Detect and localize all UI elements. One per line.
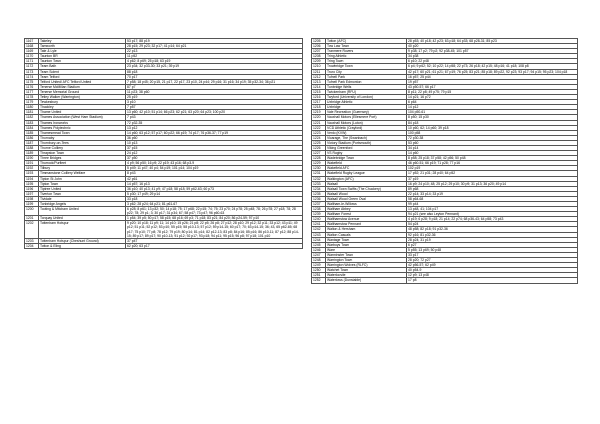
row-number: 1184 xyxy=(25,125,39,130)
index-row xyxy=(312,278,578,283)
ground-name: Walsall Wood xyxy=(326,191,407,196)
ground-name: Tate & Lyle xyxy=(39,49,126,54)
ground-name: Thurrock/Purfleet xyxy=(39,161,126,166)
ground-name: Warrington Town xyxy=(326,258,407,263)
ground-name: Wakefield AFC xyxy=(326,166,407,171)
ground-name: Tottenham Hotspur xyxy=(39,221,126,238)
row-number: 1246 xyxy=(312,247,326,252)
ground-name: Uxbridge xyxy=(326,105,407,110)
row-number: 1186 xyxy=(25,135,39,140)
row-number: 1187 xyxy=(25,140,39,145)
page-references: 4 p62; 8 p69; 25 p18; 63 p19 xyxy=(126,59,303,64)
ground-name: Vicarage, The (Swanbach) xyxy=(326,135,407,140)
row-number: 1250 xyxy=(312,268,326,273)
row-number: 1208 xyxy=(312,54,326,59)
page-references: 37 p19 xyxy=(407,176,578,181)
row-number: 1247 xyxy=(312,252,326,257)
ground-name: VCD Athletic (Crayford) xyxy=(326,125,407,130)
ground-name: Thackley xyxy=(39,105,126,110)
ground-name: Truro City xyxy=(326,69,407,74)
row-number: 1220 xyxy=(312,115,326,120)
row-number: 1191 xyxy=(25,161,39,166)
ground-name: Tilbury xyxy=(39,166,126,171)
row-number: 1178 xyxy=(25,95,39,100)
row-number: 1226 xyxy=(312,145,326,150)
page-references: 53 p60 xyxy=(407,140,578,145)
page-references: 92 p16; 81 p32-36 xyxy=(407,232,578,237)
page-references: 34 p38 xyxy=(407,54,578,59)
row-number: 1176 xyxy=(25,84,39,89)
row-number: 1194 xyxy=(25,176,39,181)
index-row xyxy=(25,207,303,216)
ground-name: Tewkesbury xyxy=(39,100,126,105)
page-references: 17 p52; 21 p31; 28 p40; 64 p52 xyxy=(407,171,578,176)
page-references: 14 p60; 63 p12; 57 p17; 60 p22; 66 p19; 74 p17; 76 p36-37; 77 p19 xyxy=(126,130,303,135)
page-references: 16 p57; 25 p44 xyxy=(407,74,578,79)
page-references: 58 p64-68 xyxy=(407,196,578,201)
row-number: 1182 xyxy=(25,115,39,120)
page-references: 13 p60; 42 p10; 51 p14; 66 p23; 62 p21; 63 p20; 64 p23; 100 p20 xyxy=(126,110,303,115)
row-number: 1171 xyxy=(25,59,39,64)
page-references: 94 p21 (see also Leyton Pennant) xyxy=(407,212,578,217)
row-number: 1189 xyxy=(25,151,39,156)
ground-name: Warminster Town xyxy=(326,252,407,257)
row-number: 1190 xyxy=(25,156,39,161)
ground-name: Tring Athletic xyxy=(326,54,407,59)
row-number: 1233 xyxy=(312,181,326,186)
ground-name: Team Solent xyxy=(39,69,126,74)
page-references: 10 p60, 62; 14 p60; 39 p18 xyxy=(407,125,578,130)
page-references: 28 p20; 72 p27 xyxy=(407,258,578,263)
ground-name: VS Rugby xyxy=(326,151,407,156)
page-references: 34 p14 xyxy=(407,145,578,150)
page-references: 33 p17 xyxy=(407,252,578,257)
row-number: 1195 xyxy=(25,181,39,186)
ground-name: Tow Law Town xyxy=(326,44,407,49)
row-number: 1197 xyxy=(25,191,39,196)
row-number: 1207 xyxy=(312,49,326,54)
page-references: 43 p50-57; 66 p17 xyxy=(407,84,578,89)
row-number: 1172 xyxy=(25,64,39,69)
page-references: 17 p8 xyxy=(407,278,578,283)
ground-name: Waterloovile xyxy=(326,273,407,278)
page-references: 22 p14; 33 p14; 33 p19 xyxy=(407,191,578,196)
page-references: 22 p13 xyxy=(126,49,303,54)
ground-name: Twyford (University of London) xyxy=(326,95,407,100)
ground-name: Twickenham (RFU) xyxy=(326,89,407,94)
page-references: 5 p30; 17 p49; 29 p14 xyxy=(126,191,303,196)
ground-name: Tufnell Park Edmonton xyxy=(326,79,407,84)
page-references: 37 p47 xyxy=(126,238,303,243)
ground-name: Team Bath xyxy=(39,64,126,69)
row-number: 1183 xyxy=(25,120,39,125)
page-references: 25 p19 xyxy=(126,95,303,100)
row-number: 1231 xyxy=(312,171,326,176)
ground-name: Thames Ironworks xyxy=(39,120,126,125)
ground-name: Team Telford xyxy=(39,74,126,79)
page-references: 4 p9; 56 p50; 16 p9; 22 p19; 43 p16; 68 p3-9 xyxy=(126,161,303,166)
row-number: 1167 xyxy=(25,39,39,44)
row-number: 1217 xyxy=(312,100,326,105)
ground-name: Walkington (AFC) xyxy=(326,176,407,181)
page-references: 104 p50-61 xyxy=(407,110,578,115)
page-references: 14 p21; 16 p72 xyxy=(407,95,578,100)
page-references: 12 p9; 13 p48 xyxy=(407,273,578,278)
row-number: 1203 xyxy=(25,238,39,243)
ground-name: Taunton BR xyxy=(39,54,126,59)
row-number: 1193 xyxy=(25,171,39,176)
index-table-left xyxy=(24,38,303,249)
page-references: 4 p19; 6 p28; 9 p18; 21 p14; 22 p74; 68 p36-43; 64 p58; 73 p43 xyxy=(407,217,578,222)
page-references: 8 p50; 15 p30 xyxy=(407,115,578,120)
page-references: 36 p60 xyxy=(126,135,303,140)
row-number: 1229 xyxy=(312,161,326,166)
page-references: 46 p60-51; 66 p19; 71 p28; 77 p16 xyxy=(407,161,578,166)
row-number: 1230 xyxy=(312,166,326,171)
page-references: 42 p61 xyxy=(126,176,303,181)
ground-name: Tamworth xyxy=(39,44,126,49)
ground-name: Totton (AFC) xyxy=(326,39,407,44)
ground-name: Tiverton Town xyxy=(39,191,126,196)
row-number: 1212 xyxy=(312,74,326,79)
row-number: 1227 xyxy=(312,151,326,156)
row-number: 1175 xyxy=(25,79,39,84)
page-references: 11 p52 xyxy=(126,54,303,59)
page-references: 16 p9; 24 p10; 48; 25 p12; 29 p10; 30 p9; 31 p13; 36 p20; 49 p14 xyxy=(407,181,578,186)
ground-name: Victory Stadium (Portsmouth) xyxy=(326,140,407,145)
page-references: 14 p57; 16 p13 xyxy=(126,181,303,186)
ground-name: Tonbridge Angels xyxy=(39,202,126,207)
row-number: 1200 xyxy=(25,207,39,216)
index-table-right xyxy=(311,38,578,284)
row-number: 1173 xyxy=(25,69,39,74)
row-number: 1222 xyxy=(312,125,326,130)
row-number: 1198 xyxy=(25,196,39,201)
ground-name: Walton Casuals xyxy=(326,232,407,237)
page-references: 7 p58; 18 p45; 20 p15, 21 p17, 22 p17, 23 p10, 24 p44; 29 p16; 31 p16; 34 p19; 35 p32-34; 36 p21 xyxy=(126,79,303,84)
page-references: 99 p44 xyxy=(407,202,578,207)
page-references: 23 p34; 32 p33-30; 33 p21; 39 p19 xyxy=(126,64,303,69)
ground-name: Waltham-le-Willows xyxy=(326,202,407,207)
ground-name: Thames Polytechnic xyxy=(39,125,126,130)
page-references: 10 p13 xyxy=(126,140,303,145)
ground-name: Tenerse Memorial Ground xyxy=(39,89,126,94)
page-references: 37 p50 xyxy=(126,156,303,161)
ground-name: Warrington Wolves (RLFC) xyxy=(326,263,407,268)
row-number: 1225 xyxy=(312,140,326,145)
ground-name: Thamesmead Town xyxy=(39,130,126,135)
index-row xyxy=(25,221,303,238)
row-number: 1235 xyxy=(312,191,326,196)
page-references: 36 p10; 40 p13; 41 p9; 47 p18; 58 p18; 59 p62-63; 60 p73 xyxy=(126,186,303,191)
page-references: 70 p17 xyxy=(126,74,303,79)
row-number: 1201 xyxy=(25,216,39,221)
ground-name: Ware xyxy=(326,247,407,252)
row-number: 1210 xyxy=(312,64,326,69)
row-number: 1204 xyxy=(25,243,39,248)
row-number: 1181 xyxy=(25,110,39,115)
ground-name: Tipton St John xyxy=(39,176,126,181)
row-number: 1249 xyxy=(312,263,326,268)
row-number: 1239 xyxy=(312,212,326,217)
page-references: 53 p17; 88 p19 xyxy=(126,39,303,44)
row-number: 1228 xyxy=(312,156,326,161)
row-number: 1216 xyxy=(312,95,326,100)
row-number: 1240 xyxy=(312,217,326,222)
ground-name: Tetley Walker (Warrington) xyxy=(39,95,126,100)
page-references: 8 p11; 22 p8; 49 p75; 79 p15 xyxy=(407,89,578,94)
ground-name: Warboys Town xyxy=(326,242,407,247)
page-references: 8 p58; 25 p18; 37 p58; 42 p56; 50 p48 xyxy=(407,156,578,161)
row-number: 1170 xyxy=(25,54,39,59)
ground-name: Vale Recreation (Guernsey) xyxy=(326,110,407,115)
page-references: 14 p60 xyxy=(407,151,578,156)
page-references: 40 p54-9 xyxy=(407,268,578,273)
row-number: 1206 xyxy=(312,44,326,49)
page-references: 8 p43 xyxy=(126,171,303,176)
row-number: 1241 xyxy=(312,222,326,227)
ground-name: Vauxhall Motors (Luton) xyxy=(326,120,407,125)
page-references: 9 p20; 10 p18; 11 p9; 11; 14 p10; 15 p26; 21 p8; 22 p5; 26 p8; 27 p12; 28 p10; 29 p12; 32 p11; 33 p12; 43 p11; 49 p12; 51 p11; 52 p12; 53 p10; 55 p15; 58 p10-13; 57 p12; 59 p14-15; 60 p17; 70; 63 p14-15; 36; 43, 65 p62-65; 68 p17; 75 p10; 77 p8; 78 p12; 79 p19; 80 p14; 81 p14; 82 p12-13; 83 p8; 84 p16; 85 p16; 86 p10-11; 87 p12; 88 p14-15; 89 p17; 89 p17; 90 p10-13; 91 p12; 92 p17; 93 p18; 94 p11; 95 p15; 96 p8; 97 p18; 101 p10 xyxy=(126,221,303,238)
ground-name: Thrapston Town xyxy=(39,151,126,156)
page-references: 19 p57 xyxy=(407,79,578,84)
row-number: 1180 xyxy=(25,105,39,110)
ground-name: Thornaby xyxy=(39,135,126,140)
ground-name: Wakefield xyxy=(326,161,407,166)
row-number: 1188 xyxy=(25,145,39,150)
ground-name: Wadebridge Town xyxy=(326,156,407,161)
ground-name: Thornbury-on-Tees xyxy=(39,140,126,145)
row-number: 1185 xyxy=(25,130,39,135)
ground-name: Waltham Forest xyxy=(326,212,407,217)
page-references: 7 p43 xyxy=(126,115,303,120)
row-number: 1168 xyxy=(25,44,39,49)
row-number: 1248 xyxy=(312,258,326,263)
page-references: 28 p15; 29 p23; 32 p17; 41 p14; 64 p21 xyxy=(126,44,303,49)
page-references: 3 p62; 28 p24; 64 p21; 81 p61-67 xyxy=(126,202,303,207)
page-references: 72 p32-35 xyxy=(126,120,303,125)
row-number: 1177 xyxy=(25,89,39,94)
page-references: 6 p27 xyxy=(407,242,578,247)
page-references: 54 p24 xyxy=(407,222,578,227)
row-number: 1169 xyxy=(25,49,39,54)
ground-name: Thorne Colliery xyxy=(39,145,126,150)
row-number: 1215 xyxy=(312,89,326,94)
page-references: 28 p53; 40 p18; 42 p23; 63 p18; 64 p33; 68 p28-31; 85 p23 xyxy=(407,39,578,44)
ground-name: Walsall xyxy=(326,181,407,186)
page-references: 6 p28; 8 p61; 13 p32; 50; 14 p18; 75; 17 p68; 22 p15; 74; 75; 23 p70; 24 p78; 25 p48; 78; 26 p78; 27 p18; 78; 28 p22; 78; 29 p1; 3; 30 p17; 31 p34; 67; 58 p47; 73 p47; 96 p60-63 xyxy=(126,207,303,216)
page-references: 6 p4; 9 p62; 52; 10 p22; 14 p58; 22 p73; 26 p18; 42 p15; 48 p16; 41 p18; 108 p8 xyxy=(407,64,578,69)
page-references: 37 p15 xyxy=(126,145,303,150)
row-number: 1223 xyxy=(312,130,326,135)
row-number: 1202 xyxy=(25,221,39,238)
page-references: 5 p49; 11 p47; 40 p4; 54 p19; 101 p14; 104 p19 xyxy=(126,166,303,171)
page-references: 13 p12 xyxy=(126,125,303,130)
ground-name: Tranmere Rovers xyxy=(326,49,407,54)
page-references: 24 p12 xyxy=(126,151,303,156)
index-row xyxy=(25,79,303,84)
ground-name: Wantage Town xyxy=(326,237,407,242)
row-number: 1199 xyxy=(25,202,39,207)
ground-name: Viking Greenford xyxy=(326,145,407,150)
ground-name: Tipton Town xyxy=(39,181,126,186)
ground-name: Trowbridge Town xyxy=(326,64,407,69)
ground-name: Totton & Eling xyxy=(39,243,126,248)
page-references: 42 p17; 60 p21; 61 p21; 67 p19; 76 p25; 83 p21; 85 p18; 89 p22, 92 p23; 93 p17; 94 p15; 95 p23; 104 p18 xyxy=(407,69,578,74)
page-references: 3 p10 xyxy=(126,100,303,105)
page-references: 5 p55; 13 p69; 50 p48 xyxy=(407,247,578,252)
ground-name: Tiptree United xyxy=(39,186,126,191)
row-number: 1236 xyxy=(312,196,326,201)
row-number: 1174 xyxy=(25,74,39,79)
row-number: 1219 xyxy=(312,110,326,115)
page-references: 40 p20 xyxy=(407,44,578,49)
row-number: 1218 xyxy=(312,105,326,110)
ground-name: Tufnell Park xyxy=(326,74,407,79)
page-references: 28 p24; 31 p19 xyxy=(407,237,578,242)
page-references: 62 p20; 63 p17 xyxy=(126,243,303,248)
ground-name: Timmanstone Colliery Welfare xyxy=(39,171,126,176)
page-references: 100 p58 xyxy=(407,130,578,135)
ground-name: Tring Town xyxy=(326,59,407,64)
page-references: 1 p54; 39 p5; 50 p17; 58 p15; 68 p16; 69 p3; 71 p18; 83 p21; 84 p20; 86 p24-59; 97 p10 xyxy=(126,216,303,221)
ground-name: Waltham Abbey xyxy=(326,207,407,212)
ground-name: Takeley xyxy=(39,39,126,44)
page-references: 7 p57 xyxy=(126,105,303,110)
page-references: 84 p18 xyxy=(407,120,578,125)
page-references: 13 p48, 41; 104 p17 xyxy=(407,207,578,212)
row-number: 1196 xyxy=(25,186,39,191)
ground-name: Walthamstow Avenue xyxy=(326,217,407,222)
ground-name: Torquay United xyxy=(39,216,126,221)
ground-name: Walsall Town Swifts (The Chuckery) xyxy=(326,186,407,191)
row-number: 1243 xyxy=(312,232,326,237)
page-references: 42 p56-57; 62 p49 xyxy=(407,263,578,268)
ground-name: Thames Association (West Ham Stadium) xyxy=(39,115,126,120)
row-number: 1179 xyxy=(25,100,39,105)
page-references: 11 p23; 38 p60 xyxy=(126,89,303,94)
page-references: 102 p19 xyxy=(407,166,578,171)
row-number: 1244 xyxy=(312,237,326,242)
page-references: 87 p7 xyxy=(126,84,303,89)
row-number: 1251 xyxy=(312,273,326,278)
row-number: 1245 xyxy=(312,242,326,247)
ground-name: Thame United xyxy=(39,110,126,115)
ground-name: Tooting & Mitcham United xyxy=(39,207,126,216)
page-references: 33 p18 xyxy=(126,196,303,201)
page-references: 6 p64 xyxy=(407,100,578,105)
ground-name: Vauxhall Motors (Ellesmere Port) xyxy=(326,115,407,120)
ground-name: Walsall Wood Green Oval xyxy=(326,196,407,201)
row-number: 1205 xyxy=(312,39,326,44)
page-references: 88 p18 xyxy=(126,69,303,74)
ground-name: Tunbridge Wells xyxy=(326,84,407,89)
ground-name: Wakefield Rugby League xyxy=(326,171,407,176)
ground-name: Taunton Town xyxy=(39,59,126,64)
row-number: 1214 xyxy=(312,84,326,89)
ground-name: Walthamstow Pennant xyxy=(326,222,407,227)
row-number: 1211 xyxy=(312,69,326,74)
ground-name: Venlo (KVW) xyxy=(326,130,407,135)
ground-name: Uxbridge Athletic xyxy=(326,100,407,105)
ground-name: Walton & Hersham xyxy=(326,227,407,232)
row-number: 1224 xyxy=(312,135,326,140)
row-number: 1242 xyxy=(312,227,326,232)
index-row xyxy=(25,243,303,248)
row-number: 1232 xyxy=(312,176,326,181)
page-references: 89 p68 xyxy=(407,186,578,191)
ground-name: Tividale xyxy=(39,196,126,201)
row-number: 1238 xyxy=(312,207,326,212)
ground-name: Telford United/ AFC Telford United xyxy=(39,79,126,84)
ground-name: Tottenham Hotspur (Cheshunt Ground) xyxy=(39,238,126,243)
page-references: 72 p30-38 xyxy=(407,135,578,140)
row-number: 1221 xyxy=(312,120,326,125)
row-number: 1237 xyxy=(312,202,326,207)
page-references: 14 p12 xyxy=(407,105,578,110)
row-number: 1209 xyxy=(312,59,326,64)
ground-name: Three Bridges xyxy=(39,156,126,161)
row-number: 1234 xyxy=(312,186,326,191)
page-references: 6 p10; 22 p48 xyxy=(407,59,578,64)
ground-name: Waterlows (Dunstable) xyxy=(326,278,407,283)
row-number: 1213 xyxy=(312,79,326,84)
ground-name: Watchet Town xyxy=(326,268,407,273)
ground-name: Tenerse McMillan Stadium xyxy=(39,84,126,89)
row-number: 1192 xyxy=(25,166,39,171)
page-references: 48 p58; 82 p18; 91 p32-36 xyxy=(407,227,578,232)
row-number: 1252 xyxy=(312,278,326,283)
page-references: 9 p38; 17 p2; 79 p2; 92 p38-45; 101 p57 xyxy=(407,49,578,54)
